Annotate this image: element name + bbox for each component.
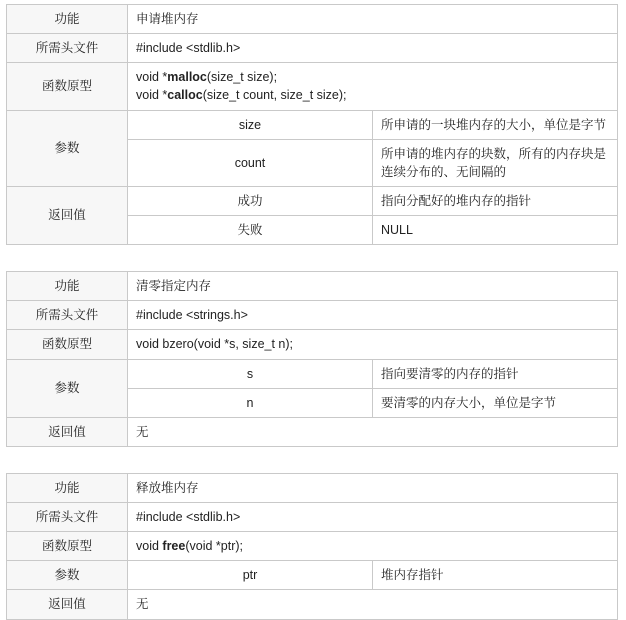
row-value: 指向分配好的堆内存的指针	[373, 186, 618, 215]
table-row	[7, 561, 618, 590]
row-value: 无	[128, 590, 618, 619]
table-row	[7, 5, 618, 34]
row-subkey: n	[128, 388, 373, 417]
row-label: 所需头文件	[7, 503, 128, 532]
row-label: 函数原型	[7, 63, 128, 110]
row-label: 功能	[7, 5, 128, 34]
table-gap	[0, 245, 626, 271]
table-row	[7, 301, 618, 330]
table-row	[7, 532, 618, 561]
row-subkey: s	[128, 359, 373, 388]
prototype-line	[136, 68, 609, 86]
row-subkey: count	[128, 139, 373, 186]
prototype-pre: void *	[136, 88, 168, 103]
prototype-post: (size_t size);	[206, 70, 278, 85]
row-subkey: 成功	[128, 186, 373, 215]
row-value: #include <stdlib.h>	[128, 34, 618, 63]
row-label: 功能	[7, 473, 128, 502]
row-label: 参数	[7, 110, 128, 186]
table-row	[7, 186, 618, 215]
table-row	[7, 272, 618, 301]
function-table-malloc-calloc	[6, 4, 618, 245]
prototype-bold: malloc	[167, 70, 207, 85]
row-label: 参数	[7, 561, 128, 590]
row-label: 功能	[7, 272, 128, 301]
row-value: NULL	[373, 216, 618, 245]
table-row	[7, 503, 618, 532]
table-row	[7, 359, 618, 388]
row-value-prototype	[128, 532, 618, 561]
row-value: #include <strings.h>	[128, 301, 618, 330]
table-gap	[0, 447, 626, 473]
table-row	[7, 34, 618, 63]
prototype-pre: void bzero(void *s, size_t n);	[136, 337, 294, 352]
prototype-line	[136, 537, 609, 555]
table-row	[7, 330, 618, 359]
prototype-line	[136, 86, 609, 104]
row-value: 释放堆内存	[128, 473, 618, 502]
row-label: 参数	[7, 359, 128, 417]
row-value: 要清零的内存大小，单位是字节	[373, 388, 618, 417]
prototype-bold: free	[162, 539, 186, 554]
row-value: 所申请的一块堆内存的大小，单位是字节	[373, 110, 618, 139]
table-row	[7, 110, 618, 139]
prototype-line	[136, 335, 609, 353]
row-value-prototype	[128, 330, 618, 359]
prototype-bold: calloc	[167, 88, 203, 103]
row-value: 所申请的堆内存的块数，所有的内存块是连续分布的、无间隔的	[373, 139, 618, 186]
row-subkey: 失败	[128, 216, 373, 245]
row-value: #include <stdlib.h>	[128, 503, 618, 532]
row-label: 返回值	[7, 417, 128, 446]
prototype-pre: void	[136, 539, 163, 554]
row-label: 函数原型	[7, 330, 128, 359]
table-row	[7, 63, 618, 110]
function-table-bzero	[6, 271, 618, 447]
prototype-post: (size_t count, size_t size);	[202, 88, 347, 103]
row-value: 清零指定内存	[128, 272, 618, 301]
row-label: 所需头文件	[7, 301, 128, 330]
table-row	[7, 417, 618, 446]
table-row	[7, 473, 618, 502]
table-row	[7, 590, 618, 619]
row-subkey: size	[128, 110, 373, 139]
function-table-free	[6, 473, 618, 620]
row-value: 无	[128, 417, 618, 446]
row-value: 堆内存指针	[373, 561, 618, 590]
prototype-pre: void *	[136, 70, 168, 85]
row-value: 指向要清零的内存的指针	[373, 359, 618, 388]
prototype-post: (void *ptr);	[185, 539, 243, 554]
row-label: 返回值	[7, 186, 128, 244]
row-label: 返回值	[7, 590, 128, 619]
row-value: 申请堆内存	[128, 5, 618, 34]
row-label: 所需头文件	[7, 34, 128, 63]
row-subkey: ptr	[128, 561, 373, 590]
row-value-prototype	[128, 63, 618, 110]
row-label: 函数原型	[7, 532, 128, 561]
